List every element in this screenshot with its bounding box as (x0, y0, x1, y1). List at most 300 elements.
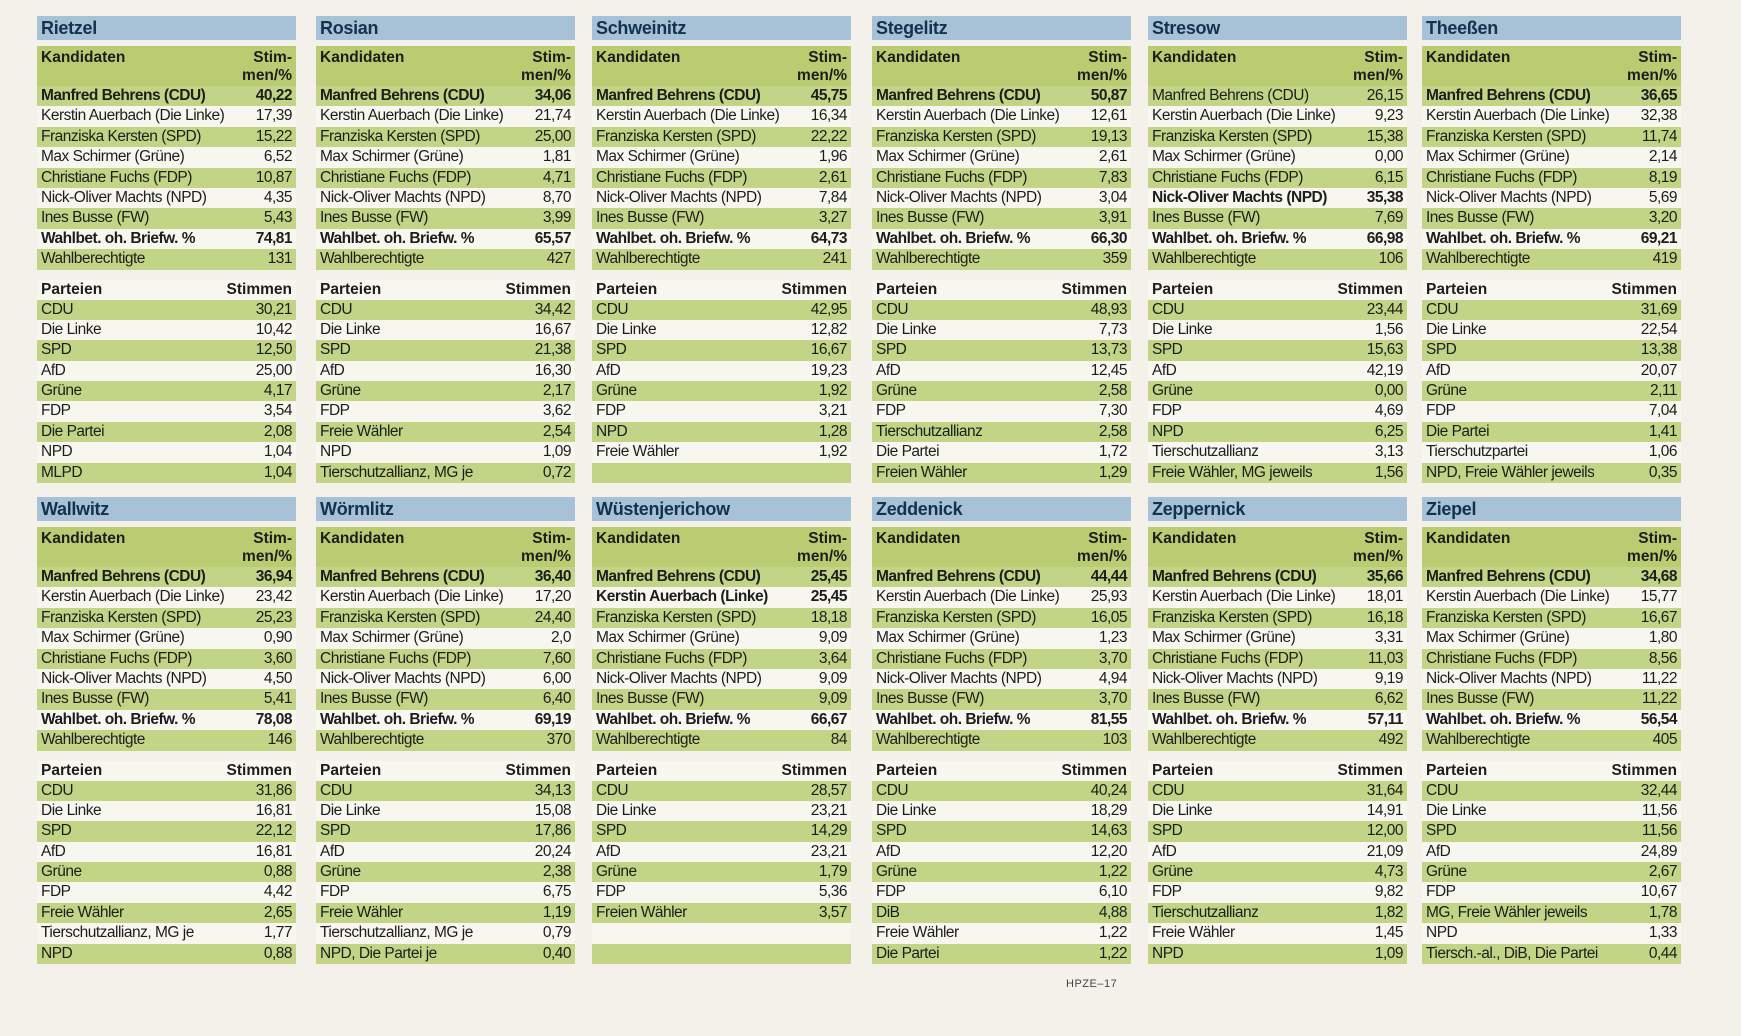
parties-header (872, 280, 1131, 300)
candidate-row (1422, 86, 1681, 106)
candidate-row (872, 649, 1131, 669)
party-row (592, 944, 851, 964)
party-row (1422, 463, 1681, 483)
candidate-value: 359 (1102, 250, 1127, 268)
party-name: Die Linke (41, 801, 102, 819)
candidate-value: 2,61 (818, 168, 847, 186)
votes-column-label: Stimmen (1061, 280, 1127, 298)
candidate-value: 69,19 (534, 710, 571, 728)
candidate-name: Christiane Fuchs (FDP) (1426, 649, 1577, 667)
parties-list (316, 300, 575, 484)
candidate-name: Wahlberechtigte (876, 250, 980, 268)
party-row (37, 944, 296, 964)
party-row (592, 801, 851, 821)
candidate-value: 3,99 (542, 209, 571, 227)
candidate-row (872, 188, 1131, 208)
candidate-name: Christiane Fuchs (FDP) (596, 649, 747, 667)
candidate-name: Christiane Fuchs (FDP) (876, 168, 1027, 186)
party-row (592, 463, 851, 483)
candidate-name: Nick-Oliver Machts (NPD) (320, 669, 486, 687)
candidate-name: Wahlberechtigte (1426, 250, 1530, 268)
party-value: 4,17 (263, 382, 292, 400)
candidate-name: Max Schirmer (Grüne) (1152, 629, 1296, 647)
party-value: 1,09 (542, 443, 571, 461)
candidate-name: Max Schirmer (Grüne) (876, 629, 1020, 647)
candidate-value: 66,30 (1090, 229, 1127, 247)
party-name: Grüne (41, 382, 82, 400)
candidate-value: 3,04 (1098, 188, 1127, 206)
candidates-header (37, 527, 296, 567)
parties-header (37, 280, 296, 300)
votes-percent-column-label: Stim- men/% (521, 49, 571, 84)
party-name: Die Partei (876, 443, 940, 461)
party-row (1148, 401, 1407, 421)
candidate-value: 25,45 (810, 588, 847, 606)
party-value: 4,69 (1374, 402, 1403, 420)
candidate-row (592, 730, 851, 750)
candidate-name: Nick-Oliver Machts (NPD) (320, 188, 486, 206)
candidates-list (1148, 567, 1407, 751)
party-value: 3,21 (818, 402, 847, 420)
candidate-name: Manfred Behrens (CDU) (320, 568, 485, 585)
candidate-value: 7,69 (1374, 209, 1403, 227)
candidate-name: Ines Busse (FW) (1152, 690, 1260, 708)
candidate-value: 0,00 (1374, 148, 1403, 166)
candidate-value: 2,14 (1648, 148, 1677, 166)
candidate-row (1148, 188, 1407, 208)
candidate-name: Kerstin Auerbach (Die Linke) (1426, 107, 1610, 125)
party-value: 6,75 (542, 883, 571, 901)
candidate-row (316, 188, 575, 208)
candidate-name: Kerstin Auerbach (Die Linke) (1152, 107, 1336, 125)
candidate-name: Ines Busse (FW) (41, 690, 149, 708)
constituency-block (872, 497, 1131, 964)
candidate-name: Wahlberechtigte (596, 731, 700, 749)
candidate-value: 11,22 (1641, 690, 1677, 708)
candidates-header (592, 46, 851, 86)
candidate-row (316, 229, 575, 249)
party-value: 1,56 (1374, 320, 1403, 338)
party-name: CDU (320, 300, 353, 318)
candidate-name: Christiane Fuchs (FDP) (320, 649, 471, 667)
candidate-name: Kerstin Auerbach (Die Linke) (876, 107, 1060, 125)
party-name: Grüne (1426, 863, 1467, 881)
candidate-row (37, 208, 296, 228)
parties-list (1422, 781, 1681, 965)
constituency-block (37, 16, 296, 483)
candidate-name: Nick-Oliver Machts (NPD) (596, 188, 762, 206)
candidate-name: Franziska Kersten (SPD) (1152, 127, 1312, 145)
candidates-column-label: Kandidaten (1152, 49, 1237, 66)
party-row (1148, 801, 1407, 821)
constituency-block (872, 16, 1131, 483)
candidate-row (1148, 168, 1407, 188)
candidate-row (872, 208, 1131, 228)
votes-percent-column-label: Stim- men/% (242, 49, 292, 84)
constituency-title: Wörmlitz (316, 497, 575, 521)
party-value: 0,35 (1648, 463, 1677, 481)
candidate-row (592, 147, 851, 167)
party-name: Tierschutzallianz (876, 422, 983, 440)
party-name: AfD (320, 842, 345, 860)
candidate-value: 2,61 (1098, 148, 1127, 166)
party-value: 3,57 (818, 903, 847, 921)
party-row (872, 300, 1131, 320)
candidate-value: 9,23 (1374, 107, 1403, 125)
party-name: Grüne (1152, 382, 1193, 400)
candidate-name: Max Schirmer (Grüne) (320, 629, 464, 647)
candidate-name: Manfred Behrens (CDU) (320, 87, 485, 104)
candidate-row (592, 649, 851, 669)
candidate-name: Christiane Fuchs (FDP) (1152, 649, 1303, 667)
candidate-name: Ines Busse (FW) (1426, 209, 1534, 227)
party-row (872, 422, 1131, 442)
parties-column-label: Parteien (320, 761, 382, 779)
party-row (592, 422, 851, 442)
candidate-name: Christiane Fuchs (FDP) (1152, 168, 1303, 186)
candidate-name: Max Schirmer (Grüne) (1426, 148, 1570, 166)
party-name: FDP (876, 883, 906, 901)
party-value: 16,30 (534, 361, 571, 379)
candidate-value: 16,67 (1640, 608, 1677, 626)
candidate-row (1422, 147, 1681, 167)
candidate-row (1148, 106, 1407, 126)
party-row (37, 903, 296, 923)
party-row (592, 903, 851, 923)
candidate-name: Manfred Behrens (CDU) (876, 87, 1041, 104)
candidate-name: Franziska Kersten (SPD) (1426, 608, 1586, 626)
candidate-name: Manfred Behrens (CDU) (41, 87, 206, 104)
party-value: 15,63 (1366, 341, 1403, 359)
party-name: AfD (1152, 842, 1177, 860)
candidate-value: 35,38 (1366, 188, 1403, 206)
candidate-value: 4,50 (263, 669, 292, 687)
candidate-name: Kerstin Auerbach (Die Linke) (41, 107, 225, 125)
party-value: 0,40 (542, 944, 571, 962)
candidates-column-label: Kandidaten (876, 530, 961, 547)
candidate-name: Nick-Oliver Machts (NPD) (1152, 669, 1318, 687)
party-value: 2,54 (542, 422, 571, 440)
constituency-block (592, 497, 851, 964)
candidate-value: 24,40 (534, 608, 571, 626)
candidate-row (316, 249, 575, 269)
party-value: 48,93 (1090, 300, 1127, 318)
candidate-row (872, 168, 1131, 188)
votes-column-label: Stimmen (781, 280, 847, 298)
party-name: Freien Wähler (596, 903, 687, 921)
party-name: FDP (1426, 883, 1456, 901)
candidate-value: 5,69 (1648, 188, 1677, 206)
candidate-name: Wahlbet. oh. Briefw. % (1152, 710, 1307, 728)
party-name: Die Partei (41, 422, 105, 440)
party-name: Freien Wähler (876, 463, 967, 481)
candidate-name: Nick-Oliver Machts (NPD) (41, 188, 207, 206)
party-row (37, 463, 296, 483)
parties-column-label: Parteien (1152, 761, 1214, 779)
party-value: 10,67 (1640, 883, 1677, 901)
party-value: 7,04 (1648, 402, 1677, 420)
candidate-name: Ines Busse (FW) (596, 209, 704, 227)
candidate-row (872, 689, 1131, 709)
party-row (37, 801, 296, 821)
party-row (1422, 442, 1681, 462)
candidate-value: 11,22 (1641, 669, 1677, 687)
candidates-header (1148, 527, 1407, 567)
candidate-value: 11,74 (1641, 127, 1677, 145)
candidates-header (872, 46, 1131, 86)
party-row (37, 923, 296, 943)
party-value: 1,09 (1374, 944, 1403, 962)
candidate-name: Wahlberechtigte (1152, 731, 1256, 749)
party-name: AfD (596, 361, 621, 379)
candidate-row (1148, 567, 1407, 587)
candidate-row (872, 127, 1131, 147)
party-name: AfD (1152, 361, 1177, 379)
constituency-block (1422, 16, 1681, 483)
party-value: 1,56 (1374, 463, 1403, 481)
parties-header (872, 761, 1131, 781)
party-row (316, 842, 575, 862)
candidate-row (37, 730, 296, 750)
party-name: FDP (320, 883, 350, 901)
votes-column-label: Stimmen (226, 761, 292, 779)
candidate-value: 64,73 (810, 229, 847, 247)
party-name: Grüne (320, 382, 361, 400)
candidate-value: 36,94 (255, 568, 292, 585)
candidates-list (1148, 86, 1407, 270)
party-value: 1,22 (1098, 863, 1127, 881)
votes-column-label: Stimmen (1611, 280, 1677, 298)
party-value: 1,92 (818, 382, 847, 400)
candidate-name: Max Schirmer (Grüne) (41, 629, 185, 647)
candidate-name: Nick-Oliver Machts (NPD) (876, 188, 1042, 206)
candidate-row (592, 628, 851, 648)
constituency-title: Rosian (316, 16, 575, 40)
candidate-name: Manfred Behrens (CDU) (1426, 568, 1591, 585)
candidate-name: Wahlbet. oh. Briefw. % (41, 710, 196, 728)
constituency-title: Zeppernick (1148, 497, 1407, 521)
parties-list (872, 300, 1131, 484)
candidate-row (37, 628, 296, 648)
party-name: Freie Wähler, MG jeweils (1152, 463, 1313, 481)
party-name: Tierschutzallianz, MG je (41, 924, 194, 942)
party-value: 2,08 (263, 422, 292, 440)
candidate-name: Ines Busse (FW) (1152, 209, 1260, 227)
party-row (316, 821, 575, 841)
candidate-name: Wahlberechtigte (41, 731, 145, 749)
votes-percent-column-label: Stim- men/% (1353, 49, 1403, 84)
party-name: NPD (41, 443, 73, 461)
candidate-row (37, 689, 296, 709)
party-row (592, 882, 851, 902)
candidate-row (37, 86, 296, 106)
party-row (316, 340, 575, 360)
candidate-value: 7,83 (1098, 168, 1127, 186)
candidates-column-label: Kandidaten (41, 49, 126, 66)
candidate-row (1422, 710, 1681, 730)
party-value: 12,50 (255, 341, 292, 359)
candidate-value: 1,81 (542, 148, 571, 166)
party-value: 7,30 (1098, 402, 1127, 420)
party-name: SPD (876, 822, 907, 840)
party-value: 4,88 (1098, 903, 1127, 921)
candidate-row (37, 710, 296, 730)
party-name: SPD (320, 822, 351, 840)
party-row (1422, 781, 1681, 801)
candidate-value: 1,96 (818, 148, 847, 166)
candidate-name: Nick-Oliver Machts (NPD) (1152, 188, 1327, 206)
candidate-name: Kerstin Auerbach (Linke) (596, 588, 768, 606)
candidate-row (1148, 86, 1407, 106)
party-value: 1,72 (1098, 443, 1127, 461)
party-name: CDU (1152, 781, 1185, 799)
party-value: 5,36 (818, 883, 847, 901)
party-row (316, 903, 575, 923)
candidate-row (1148, 669, 1407, 689)
party-name: NPD, Freie Wähler jeweils (1426, 463, 1595, 481)
candidate-row (37, 188, 296, 208)
party-row (37, 381, 296, 401)
parties-column-label: Parteien (1426, 761, 1488, 779)
party-row (592, 401, 851, 421)
party-name: Tiersch.-al., DiB, Die Partei (1426, 944, 1598, 962)
candidate-row (592, 587, 851, 607)
candidate-row (37, 147, 296, 167)
parties-list (1148, 300, 1407, 484)
party-value: 17,86 (534, 822, 571, 840)
votes-percent-column-label: Stim- men/% (521, 530, 571, 565)
party-name: FDP (1426, 402, 1456, 420)
candidates-column-label: Kandidaten (1152, 530, 1237, 547)
party-name: NPD (320, 443, 352, 461)
candidate-row (1422, 608, 1681, 628)
votes-column-label: Stimmen (505, 280, 571, 298)
candidate-row (872, 628, 1131, 648)
candidates-header (592, 527, 851, 567)
parties-column-label: Parteien (876, 280, 938, 298)
party-name: Tierschutzallianz (1152, 903, 1259, 921)
candidate-row (872, 587, 1131, 607)
party-row (592, 361, 851, 381)
party-value: 14,63 (1090, 822, 1127, 840)
candidate-value: 16,34 (810, 107, 847, 125)
party-value: 1,28 (818, 422, 847, 440)
party-value: 15,08 (534, 801, 571, 819)
party-row (316, 781, 575, 801)
candidate-name: Wahlberechtigte (320, 731, 424, 749)
candidate-value: 10,87 (255, 168, 292, 186)
party-row (316, 801, 575, 821)
party-row (872, 320, 1131, 340)
candidate-row (592, 229, 851, 249)
party-row (1148, 320, 1407, 340)
candidates-list (37, 86, 296, 270)
party-name: Die Partei (1426, 422, 1490, 440)
candidate-row (592, 188, 851, 208)
party-value: 23,44 (1366, 300, 1403, 318)
party-name: AfD (876, 842, 901, 860)
candidate-row (592, 669, 851, 689)
party-row (37, 862, 296, 882)
party-value: 1,06 (1648, 443, 1677, 461)
party-row (37, 361, 296, 381)
party-value: 42,19 (1366, 361, 1403, 379)
parties-column-label: Parteien (596, 761, 658, 779)
party-value: 6,25 (1374, 422, 1403, 440)
candidate-row (37, 127, 296, 147)
candidate-row (872, 567, 1131, 587)
party-row (1422, 842, 1681, 862)
candidate-row (37, 106, 296, 126)
party-value: 0,88 (263, 863, 292, 881)
candidate-name: Wahlbet. oh. Briefw. % (1152, 229, 1307, 247)
candidate-row (872, 229, 1131, 249)
party-row (37, 442, 296, 462)
party-name: Die Partei (876, 944, 940, 962)
party-row (1148, 923, 1407, 943)
party-value: 1,22 (1098, 924, 1127, 942)
candidate-name: Wahlbet. oh. Briefw. % (320, 229, 475, 247)
party-row (1148, 882, 1407, 902)
party-row (872, 381, 1131, 401)
party-row (1422, 361, 1681, 381)
party-row (1422, 801, 1681, 821)
candidate-name: Max Schirmer (Grüne) (320, 148, 464, 166)
candidate-value: 34,06 (534, 87, 571, 104)
candidate-name: Kerstin Auerbach (Die Linke) (320, 107, 504, 125)
candidate-row (1422, 127, 1681, 147)
parties-header (37, 761, 296, 781)
party-row (592, 862, 851, 882)
candidate-name: Manfred Behrens (CDU) (596, 87, 761, 104)
candidate-value: 6,40 (542, 690, 571, 708)
candidate-value: 3,70 (1098, 690, 1127, 708)
candidate-name: Manfred Behrens (CDU) (1426, 87, 1591, 104)
party-name: AfD (41, 361, 66, 379)
candidates-header (1422, 46, 1681, 86)
candidate-name: Max Schirmer (Grüne) (41, 148, 185, 166)
votes-percent-column-label: Stim- men/% (1077, 530, 1127, 565)
party-value: 31,69 (1640, 300, 1677, 318)
party-row (1148, 842, 1407, 862)
candidate-value: 25,23 (255, 608, 292, 626)
party-value: 1,22 (1098, 944, 1127, 962)
party-value: 31,86 (255, 781, 292, 799)
party-name: Tierschutzallianz, MG je (320, 924, 473, 942)
party-value: 23,21 (810, 801, 847, 819)
candidate-value: 7,84 (818, 188, 847, 206)
parties-header (592, 761, 851, 781)
party-name: NPD (41, 944, 73, 962)
candidate-value: 4,35 (263, 188, 292, 206)
party-row (592, 381, 851, 401)
party-row (316, 320, 575, 340)
candidate-value: 3,60 (263, 649, 292, 667)
constituency-title: Rietzel (37, 16, 296, 40)
party-row (37, 882, 296, 902)
candidate-row (1422, 188, 1681, 208)
parties-list (37, 300, 296, 484)
party-value: 3,13 (1374, 443, 1403, 461)
party-name: SPD (596, 822, 627, 840)
party-row (1422, 340, 1681, 360)
candidate-value: 18,01 (1366, 588, 1403, 606)
candidate-name: Ines Busse (FW) (876, 209, 984, 227)
party-value: 12,45 (1090, 361, 1127, 379)
party-value: 1,77 (263, 924, 292, 942)
party-row (872, 923, 1131, 943)
party-value: 21,38 (534, 341, 571, 359)
